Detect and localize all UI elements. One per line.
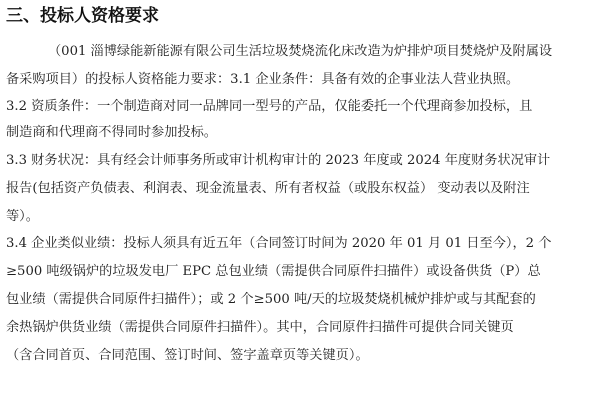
paragraph-line: 备采购项目）的投标人资格能力要求：3.1 企业条件：具备有效的企事业法人营业执照。: [6, 72, 520, 87]
paragraph-line: 包业绩（需提供合同原件扫描件）；或 2 个≥500 吨/天的垃圾焚烧机械炉排炉或与其配套的: [6, 292, 536, 307]
paragraph-line: 3.4 企业类似业绩：投标人须具有近五年（合同签订时间为 2020 年 01 月 01 日至今），2 个: [6, 236, 552, 251]
paragraph-line: ≥500 吨级锅炉的垃圾发电厂 EPC 总包业绩（需提供合同原件扫描件）或设备供货（P）总: [6, 264, 541, 279]
paragraph-line: 制造商和代理商不得同时参加投标。: [6, 125, 217, 140]
paragraph-line: 余热锅炉供货业绩（需提供合同原件扫描件）。其中，合同原件扫描件可提供合同关键页: [6, 320, 514, 335]
paragraph-line: 等）。: [6, 209, 39, 224]
paragraph-line: （001 淄博绿能新能源有限公司生活垃圾焚烧流化床改造为炉排炉项目焚烧炉及附属设: [48, 44, 553, 59]
paragraph-line: 3.3 财务状况：具有经会计师事务所或审计机构审计的 2023 年度或 2024 年度财务状况审计: [6, 153, 551, 168]
paragraph-line: （含合同首页、合同范围、签订时间、签字盖章页等关键页）。: [6, 348, 369, 363]
paragraph-line: 报告(包括资产负债表、利润表、现金流量表、所有者权益（或股东权益） 变动表以及附注: [6, 181, 530, 196]
section-heading: 三、投标人资格要求: [6, 6, 159, 26]
paragraph-line: 3.2 资质条件：一个制造商对同一品牌同一型号的产品，仅能委托一个代理商参加投标，且: [6, 99, 533, 114]
